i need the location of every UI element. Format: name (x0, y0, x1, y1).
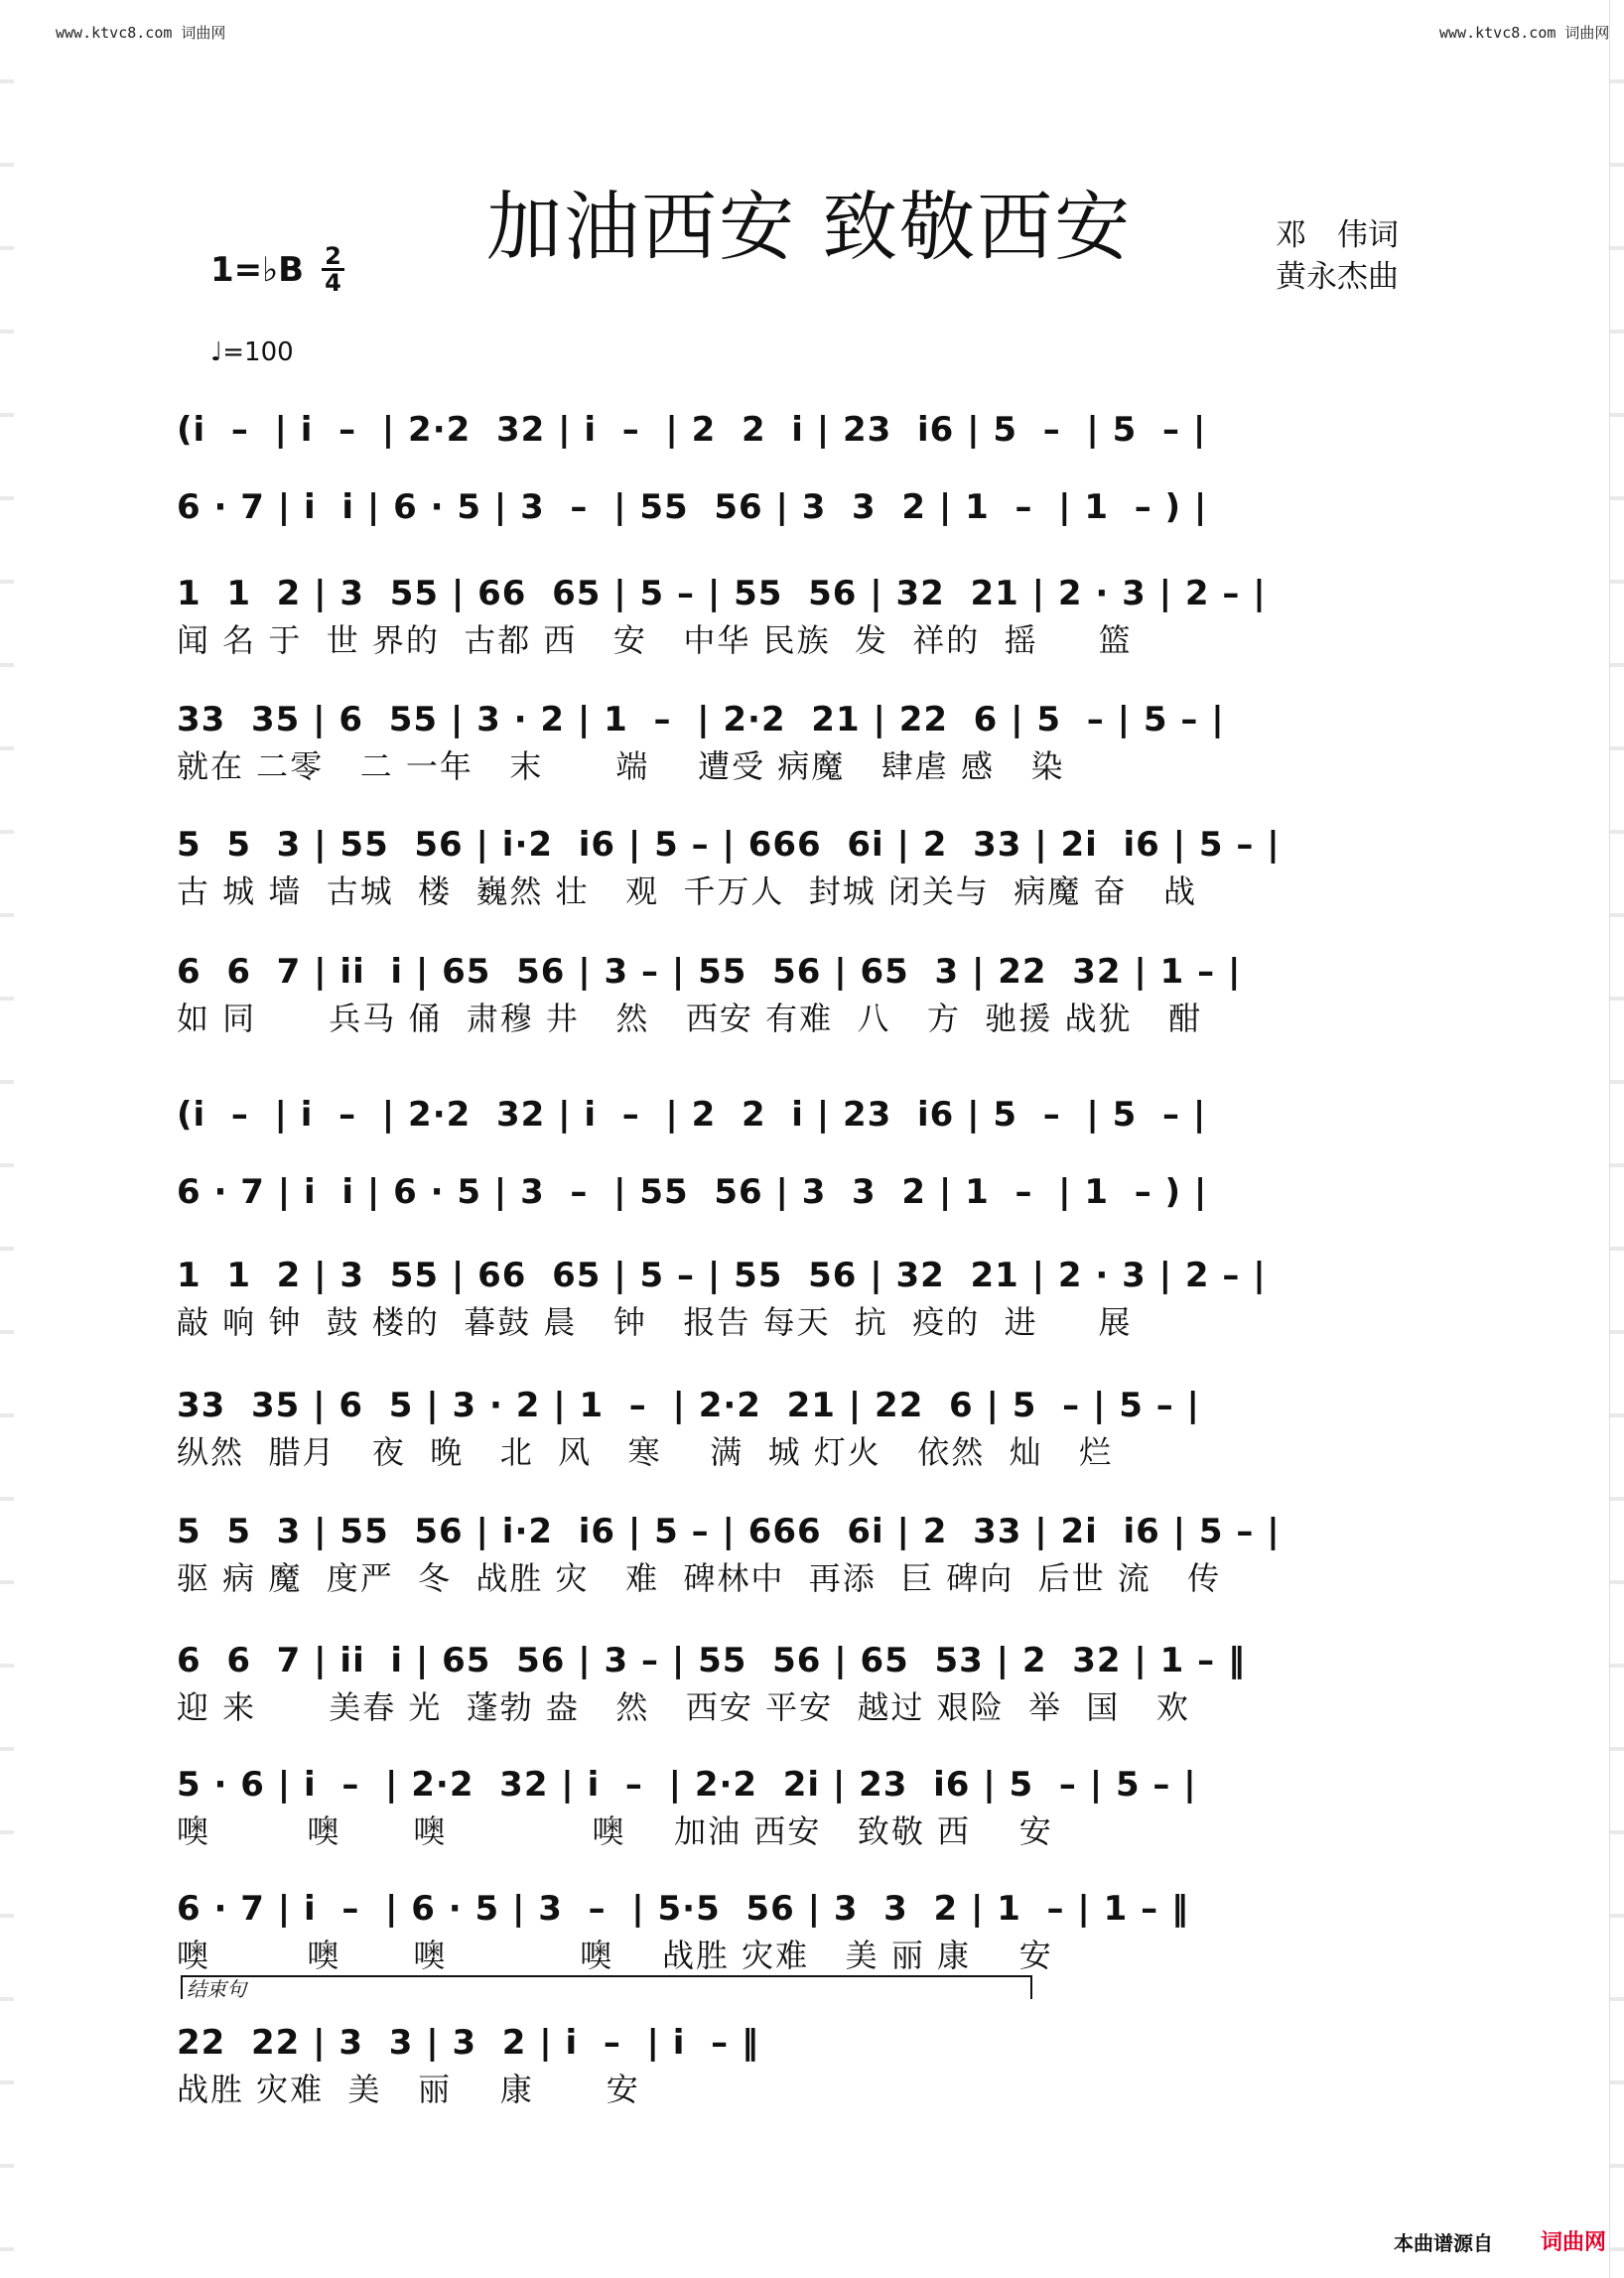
header-left-watermark: www.ktvc8.com 词曲网 (56, 24, 226, 42)
time-signature (322, 244, 344, 295)
left-margin-strip (0, 0, 14, 2278)
row-lyrics: 闻 名 于 世 界的 古都 西 安 中华 民族 发 祥的 摇 篮 (177, 621, 1133, 659)
ending-notes: 22 22 | 3 3 | 3 2 | i – | i – ‖ (177, 2023, 759, 2063)
row-notes: 5 · 6 | i – | 2·2 32 | i – | 2·2 2i | 23 i6 | 5 – | 5 – | (177, 1765, 1197, 1805)
row-lyrics: 古 城 墙 古城 楼 巍然 壮 观 千万人 封城 闭关与 病魔 奋 战 (177, 872, 1197, 910)
row-notes: 5 5 3 | 55 56 | i·2 i6 | 5 – | 666 6i | 2 33 | 2i i6 | 5 – | (177, 1512, 1281, 1551)
credits (1276, 214, 1399, 298)
row-notes: 1 1 2 | 3 55 | 66 65 | 5 – | 55 56 | 32 21 | 2 · 3 | 2 – | (177, 1256, 1267, 1295)
song-title: 加油西安 致敬西安 (486, 183, 1133, 271)
ending-bracket (181, 1975, 1032, 1999)
key-label: 1=♭B (210, 249, 305, 290)
composer: 黄永杰曲 (1276, 259, 1399, 295)
row-lyrics: 敲 响 钟 鼓 楼的 暮鼓 晨 钟 报告 每天 抗 疫的 进 展 (177, 1303, 1133, 1341)
row-notes: 33 35 | 6 55 | 3 · 2 | 1 – | 2·2 21 | 22 6 | 5 – | 5 – | (177, 700, 1225, 739)
row-notes: 6 · 7 | i – | 6 · 5 | 3 – | 5·5 56 | 3 3 2 | 1 – | 1 – ‖ (177, 1889, 1189, 1929)
header-right-watermark: www.ktvc8.com 词曲网 (1439, 24, 1610, 42)
footer-site-link[interactable]: 词曲网 (1541, 2230, 1607, 2255)
right-margin-strip (1609, 0, 1624, 2278)
ending-section (181, 1975, 1032, 1999)
row-lyrics: 噢 噢 噢 噢 战胜 灾难 美 丽 康 安 (177, 1937, 1053, 1974)
ending-lyrics: 战胜 灾难 美 丽 康 安 (177, 2071, 640, 2108)
row-lyrics: 驱 病 魔 度严 冬 战胜 灾 难 碑林中 再添 巨 碑向 后世 流 传 (177, 1559, 1222, 1597)
row-notes: 33 35 | 6 5 | 3 · 2 | 1 – | 2·2 21 | 22 6 | 5 – | 5 – | (177, 1386, 1200, 1425)
tempo-marking: ♩=100 (210, 337, 294, 367)
row-lyrics: 如 同 兵马 俑 肃穆 井 然 西安 有难 八 方 驰援 战犹 酣 (177, 1000, 1202, 1037)
row-lyrics: 噢 噢 噢 噢 加油 西安 致敬 西 安 (177, 1812, 1053, 1850)
key-signature (210, 244, 344, 295)
time-denominator: 4 (325, 269, 341, 297)
row-notes: 6 6 7 | ii i | 65 56 | 3 – | 55 56 | 65 53 | 2 32 | 1 – ‖ (177, 1641, 1246, 1680)
ending-label: 结束句 (187, 1977, 246, 2001)
lyricist: 邓 伟词 (1276, 217, 1399, 253)
footer-source: 本曲谱源自 (1394, 2231, 1493, 2255)
row-notes: 6 · 7 | i i | 6 · 5 | 3 – | 55 56 | 3 3 2 | 1 – | 1 – ) | (177, 487, 1208, 527)
row-notes: 1 1 2 | 3 55 | 66 65 | 5 – | 55 56 | 32 21 | 2 · 3 | 2 – | (177, 574, 1267, 613)
row-notes: 6 · 7 | i i | 6 · 5 | 3 – | 55 56 | 3 3 2 | 1 – | 1 – ) | (177, 1172, 1208, 1212)
time-numerator: 2 (322, 244, 344, 271)
row-notes: (i – | i – | 2·2 32 | i – | 2 2 i | 23 i6 | 5 – | 5 – | (177, 1095, 1207, 1135)
row-notes: 5 5 3 | 55 56 | i·2 i6 | 5 – | 666 6i | 2 33 | 2i i6 | 5 – | (177, 825, 1281, 865)
row-lyrics: 纵然 腊月 夜 晚 北 风 寒 满 城 灯火 依然 灿 烂 (177, 1433, 1114, 1471)
row-notes: (i – | i – | 2·2 32 | i – | 2 2 i | 23 i6 | 5 – | 5 – | (177, 410, 1207, 450)
row-notes: 6 6 7 | ii i | 65 56 | 3 – | 55 56 | 65 3 | 22 32 | 1 – | (177, 952, 1242, 992)
row-lyrics: 就在 二零 二 一年 末 端 遭受 病魔 肆虐 感 染 (177, 747, 1065, 785)
row-lyrics: 迎 来 美春 光 蓬勃 盎 然 西安 平安 越过 艰险 举 国 欢 (177, 1688, 1190, 1726)
